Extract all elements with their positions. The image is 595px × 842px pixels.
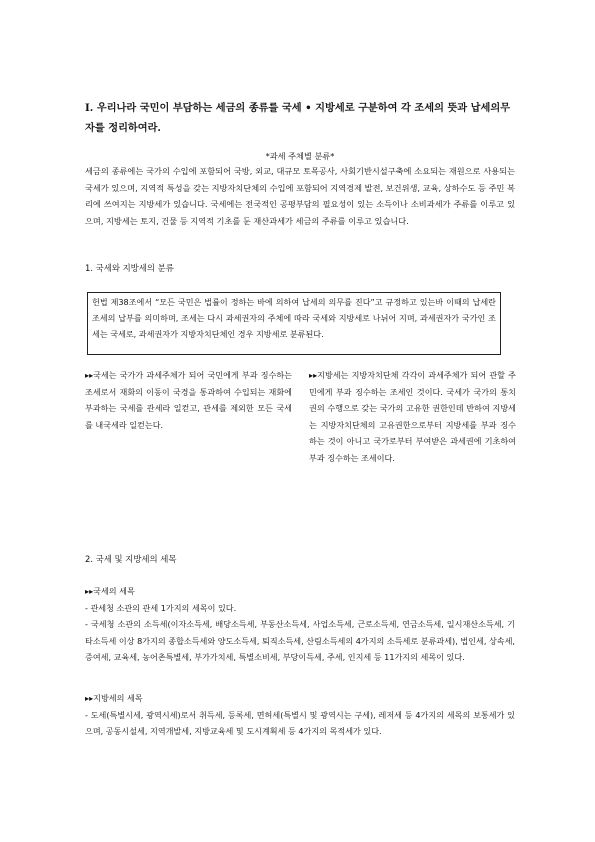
intro-paragraph: 세금의 종류에는 국가의 수입에 포함되어 국방, 외교, 대규모 토목공사, 사회기반시설구축에 소요되는 재원으로 사용되는 국세가 있으며, 지역적 특성을 갖는 지방자치단체의 수입에 포함되어 지역경제 발전, 보건위생, 교육, 상하수도 등 주민 복리에 쓰여지는 지방세가 있습니다. 국세에는 전국적인 공평부담의 필요성이 있는 소득이나 소비과세가 주류를 이루고 있으며, 지방세는 토지, 건물 등 지역적 기초를 둔 재산과세가 세금의 주류를 이루고 있습니다. [85,166,515,226]
page-title: Ⅰ. 우리나라 국민이 부담하는 세금의 종류를 국세 • 지방세로 구분하여 각 조세의 뜻과 납세의무자를 정리하여라. [85,102,511,134]
list-item: - 관세청 소관의 관세 1가지의 세목이 있다. [85,602,237,613]
local-tax-list [85,690,515,740]
section-0-heading: *과세 주체별 분류* [265,151,335,161]
national-tax-list-label: ▸▸국세의 세목 [85,586,135,596]
list-item: - 도세(특별시세, 광역시세)로서 취득세, 등록세, 면허세(특별시 및 광역시는 구세), 레저세 등 4가지의 세목의 보통세가 있으며, 공동시설세, 지역개발세, 지방교육세 및 도시계획세 등 4가지의 목적세가 있다. [85,709,515,737]
local-tax-list-label: ▸▸지방세의 세목 [85,693,143,703]
section-2-heading: 2. 국세 및 지방세의 세목 [85,554,177,564]
list-item: - 국세청 소관의 소득세(이자소득세, 배당소득세, 부동산소득세, 사업소득세, 근로소득세, 연금소득세, 일시재산소득세, 기타소득세 이상 8가지의 종합소득세와 양도소득세, 퇴직소득세, 산림소득세의 4가지의 소득세로 분류과세), 법인세, 상속세, 증여세, 교육세, 농어촌특별세, 부가가치세, 특별소비세, 부당이득세, 주세, 인지세 등 11가지의 세목이 있다. [85,619,515,663]
national-tax-list [85,583,515,666]
national-tax-definition: ▸▸국세는 국가가 과세주체가 되어 국민에게 부과 징수하는 조세로서 재화의 이동이 국경을 통과하여 수입되는 재화에 부과하는 국세를 관세라 일컫고, 관세를 제외한 모든 국세를 내국세라 일컫는다. [85,370,292,430]
local-tax-definition: ▸▸지방세는 지방자치단체 각각이 과세주체가 되어 관할 주민에게 부과 징수하는 조세인 것이다. 국세가 국가의 통치권의 수행으로 갖는 국가의 고유한 권한인데 반하여 지방세는 지방자치단체의 고유권한으로부터 지방세를 부과 징수하는 것이 아니고 국가로부터 부여받은 과세권에 기초하여 부과 징수하는 조세이다. [309,370,516,463]
constitution-box: 헌법 제38조에서 “모든 국민은 법률이 정하는 바에 의하여 납세의 의무를 진다”고 규정하고 있는바 이때의 납세란 조세의 납부를 의미하며, 조세는 다시 과세권자의 주체에 따라 국세와 지방세로 나뉘어 지며, 과세권자가 국가인 조세는 국세로, 과세권자가 지방자치단체인 경우 지방세로 분류된다. [87,292,501,355]
section-1-heading: 1. 국세와 지방세의 분류 [85,263,174,273]
